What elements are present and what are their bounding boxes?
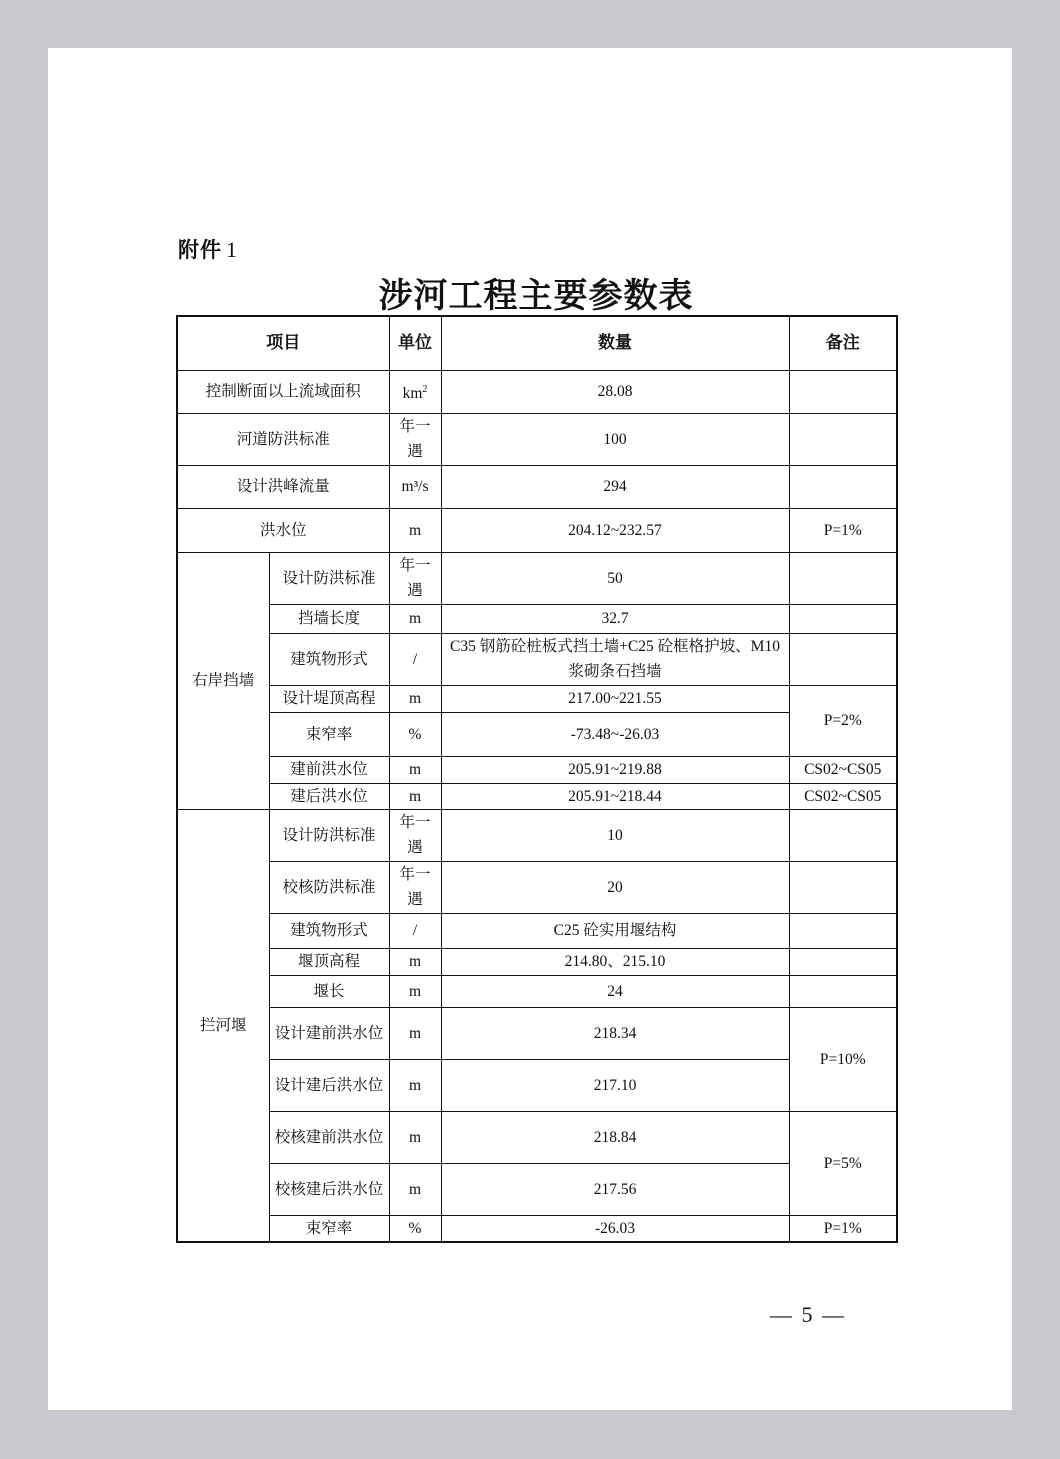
row-unit: m bbox=[389, 1007, 441, 1059]
row-unit: m bbox=[389, 756, 441, 783]
row-unit: m bbox=[389, 1059, 441, 1111]
page-number: — 5 — bbox=[770, 1302, 846, 1327]
row-unit: m bbox=[389, 1163, 441, 1215]
row-note bbox=[789, 370, 897, 413]
row-qty: 217.10 bbox=[441, 1059, 789, 1111]
table-row bbox=[177, 913, 897, 948]
table-row bbox=[177, 552, 897, 604]
row-unit: % bbox=[389, 1215, 441, 1242]
row-item: 设计防洪标准 bbox=[269, 552, 389, 604]
parameter-table bbox=[176, 315, 898, 1243]
header-unit: 单位 bbox=[389, 316, 441, 370]
row-qty: 28.08 bbox=[441, 370, 789, 413]
group-weir: 拦河堰 bbox=[177, 809, 269, 1242]
table-row bbox=[177, 861, 897, 913]
row-qty: 50 bbox=[441, 552, 789, 604]
row-note bbox=[789, 552, 897, 604]
row-qty: 24 bbox=[441, 975, 789, 1007]
header-note: 备注 bbox=[789, 316, 897, 370]
row-qty: 218.84 bbox=[441, 1111, 789, 1163]
table-row bbox=[177, 685, 897, 712]
table-row bbox=[177, 370, 897, 413]
table-row bbox=[177, 756, 897, 783]
group-right-bank: 右岸挡墙 bbox=[177, 552, 269, 809]
row-qty: 218.34 bbox=[441, 1007, 789, 1059]
row-unit: m bbox=[389, 783, 441, 809]
row-note bbox=[789, 633, 897, 685]
row-note bbox=[789, 604, 897, 633]
row-note bbox=[789, 861, 897, 913]
row-qty: 10 bbox=[441, 809, 789, 861]
row-item: 河道防洪标准 bbox=[177, 413, 389, 465]
row-qty: 217.00~221.55 bbox=[441, 685, 789, 712]
row-item: 束窄率 bbox=[269, 1215, 389, 1242]
row-item: 校核防洪标准 bbox=[269, 861, 389, 913]
row-item: 设计建前洪水位 bbox=[269, 1007, 389, 1059]
row-unit: 年一遇 bbox=[389, 861, 441, 913]
row-qty: 217.56 bbox=[441, 1163, 789, 1215]
row-unit: m bbox=[389, 1111, 441, 1163]
row-qty: 20 bbox=[441, 861, 789, 913]
row-unit: 年一遇 bbox=[389, 552, 441, 604]
row-unit: m bbox=[389, 948, 441, 975]
row-item: 束窄率 bbox=[269, 712, 389, 756]
row-note bbox=[789, 809, 897, 861]
row-qty: 205.91~219.88 bbox=[441, 756, 789, 783]
row-qty: -73.48~-26.03 bbox=[441, 712, 789, 756]
row-item: 设计洪峰流量 bbox=[177, 465, 389, 508]
row-note: CS02~CS05 bbox=[789, 756, 897, 783]
table-row bbox=[177, 413, 897, 465]
row-item: 挡墙长度 bbox=[269, 604, 389, 633]
header-quantity: 数量 bbox=[441, 316, 789, 370]
row-note: P=2% bbox=[789, 685, 897, 756]
table-row bbox=[177, 465, 897, 508]
row-unit: / bbox=[389, 913, 441, 948]
table-row bbox=[177, 633, 897, 685]
row-unit: $km^2$ bbox=[389, 370, 441, 413]
row-item: 洪水位 bbox=[177, 508, 389, 552]
header-item: 项目 bbox=[177, 316, 389, 370]
row-item: 建筑物形式 bbox=[269, 913, 389, 948]
row-item: 堰长 bbox=[269, 975, 389, 1007]
row-qty: 205.91~218.44 bbox=[441, 783, 789, 809]
row-unit: 年一遇 bbox=[389, 809, 441, 861]
row-item: 堰顶高程 bbox=[269, 948, 389, 975]
row-note: P=10% bbox=[789, 1007, 897, 1111]
row-qty: 100 bbox=[441, 413, 789, 465]
table-row bbox=[177, 975, 897, 1007]
row-note: P=5% bbox=[789, 1111, 897, 1215]
row-qty: 294 bbox=[441, 465, 789, 508]
row-note bbox=[789, 948, 897, 975]
table-row bbox=[177, 783, 897, 809]
row-item: 建后洪水位 bbox=[269, 783, 389, 809]
row-item: 设计防洪标准 bbox=[269, 809, 389, 861]
row-note bbox=[789, 913, 897, 948]
table-row bbox=[177, 1111, 897, 1163]
table-row bbox=[177, 1007, 897, 1059]
row-note bbox=[789, 975, 897, 1007]
row-item: 校核建前洪水位 bbox=[269, 1111, 389, 1163]
table-header-row bbox=[177, 316, 897, 370]
row-qty: 204.12~232.57 bbox=[441, 508, 789, 552]
table-row bbox=[177, 508, 897, 552]
row-unit: / bbox=[389, 633, 441, 685]
row-note bbox=[789, 413, 897, 465]
row-unit: m bbox=[389, 685, 441, 712]
row-item: 建筑物形式 bbox=[269, 633, 389, 685]
table-row bbox=[177, 604, 897, 633]
table-row bbox=[177, 809, 897, 861]
row-item: 设计堤顶高程 bbox=[269, 685, 389, 712]
row-qty: C25 砼实用堰结构 bbox=[441, 913, 789, 948]
row-qty: C35 钢筋砼桩板式挡土墙+C25 砼框格护坡、M10 浆砌条石挡墙 bbox=[441, 633, 789, 685]
row-note: P=1% bbox=[789, 1215, 897, 1242]
page-title: 涉河工程主要参数表 bbox=[378, 276, 694, 316]
row-note: CS02~CS05 bbox=[789, 783, 897, 809]
attachment-label: 附件 1 bbox=[178, 237, 238, 262]
row-item: 建前洪水位 bbox=[269, 756, 389, 783]
row-unit: m bbox=[389, 975, 441, 1007]
row-unit: % bbox=[389, 712, 441, 756]
row-qty: -26.03 bbox=[441, 1215, 789, 1242]
row-unit: 年一遇 bbox=[389, 413, 441, 465]
row-item: 控制断面以上流域面积 bbox=[177, 370, 389, 413]
table-row bbox=[177, 1215, 897, 1242]
row-note: P=1% bbox=[789, 508, 897, 552]
row-item: 校核建后洪水位 bbox=[269, 1163, 389, 1215]
table-row bbox=[177, 948, 897, 975]
row-qty: 32.7 bbox=[441, 604, 789, 633]
row-unit: m bbox=[389, 604, 441, 633]
row-qty: 214.80、215.10 bbox=[441, 948, 789, 975]
row-unit: m³/s bbox=[389, 465, 441, 508]
row-unit: m bbox=[389, 508, 441, 552]
row-item: 设计建后洪水位 bbox=[269, 1059, 389, 1111]
row-note bbox=[789, 465, 897, 508]
